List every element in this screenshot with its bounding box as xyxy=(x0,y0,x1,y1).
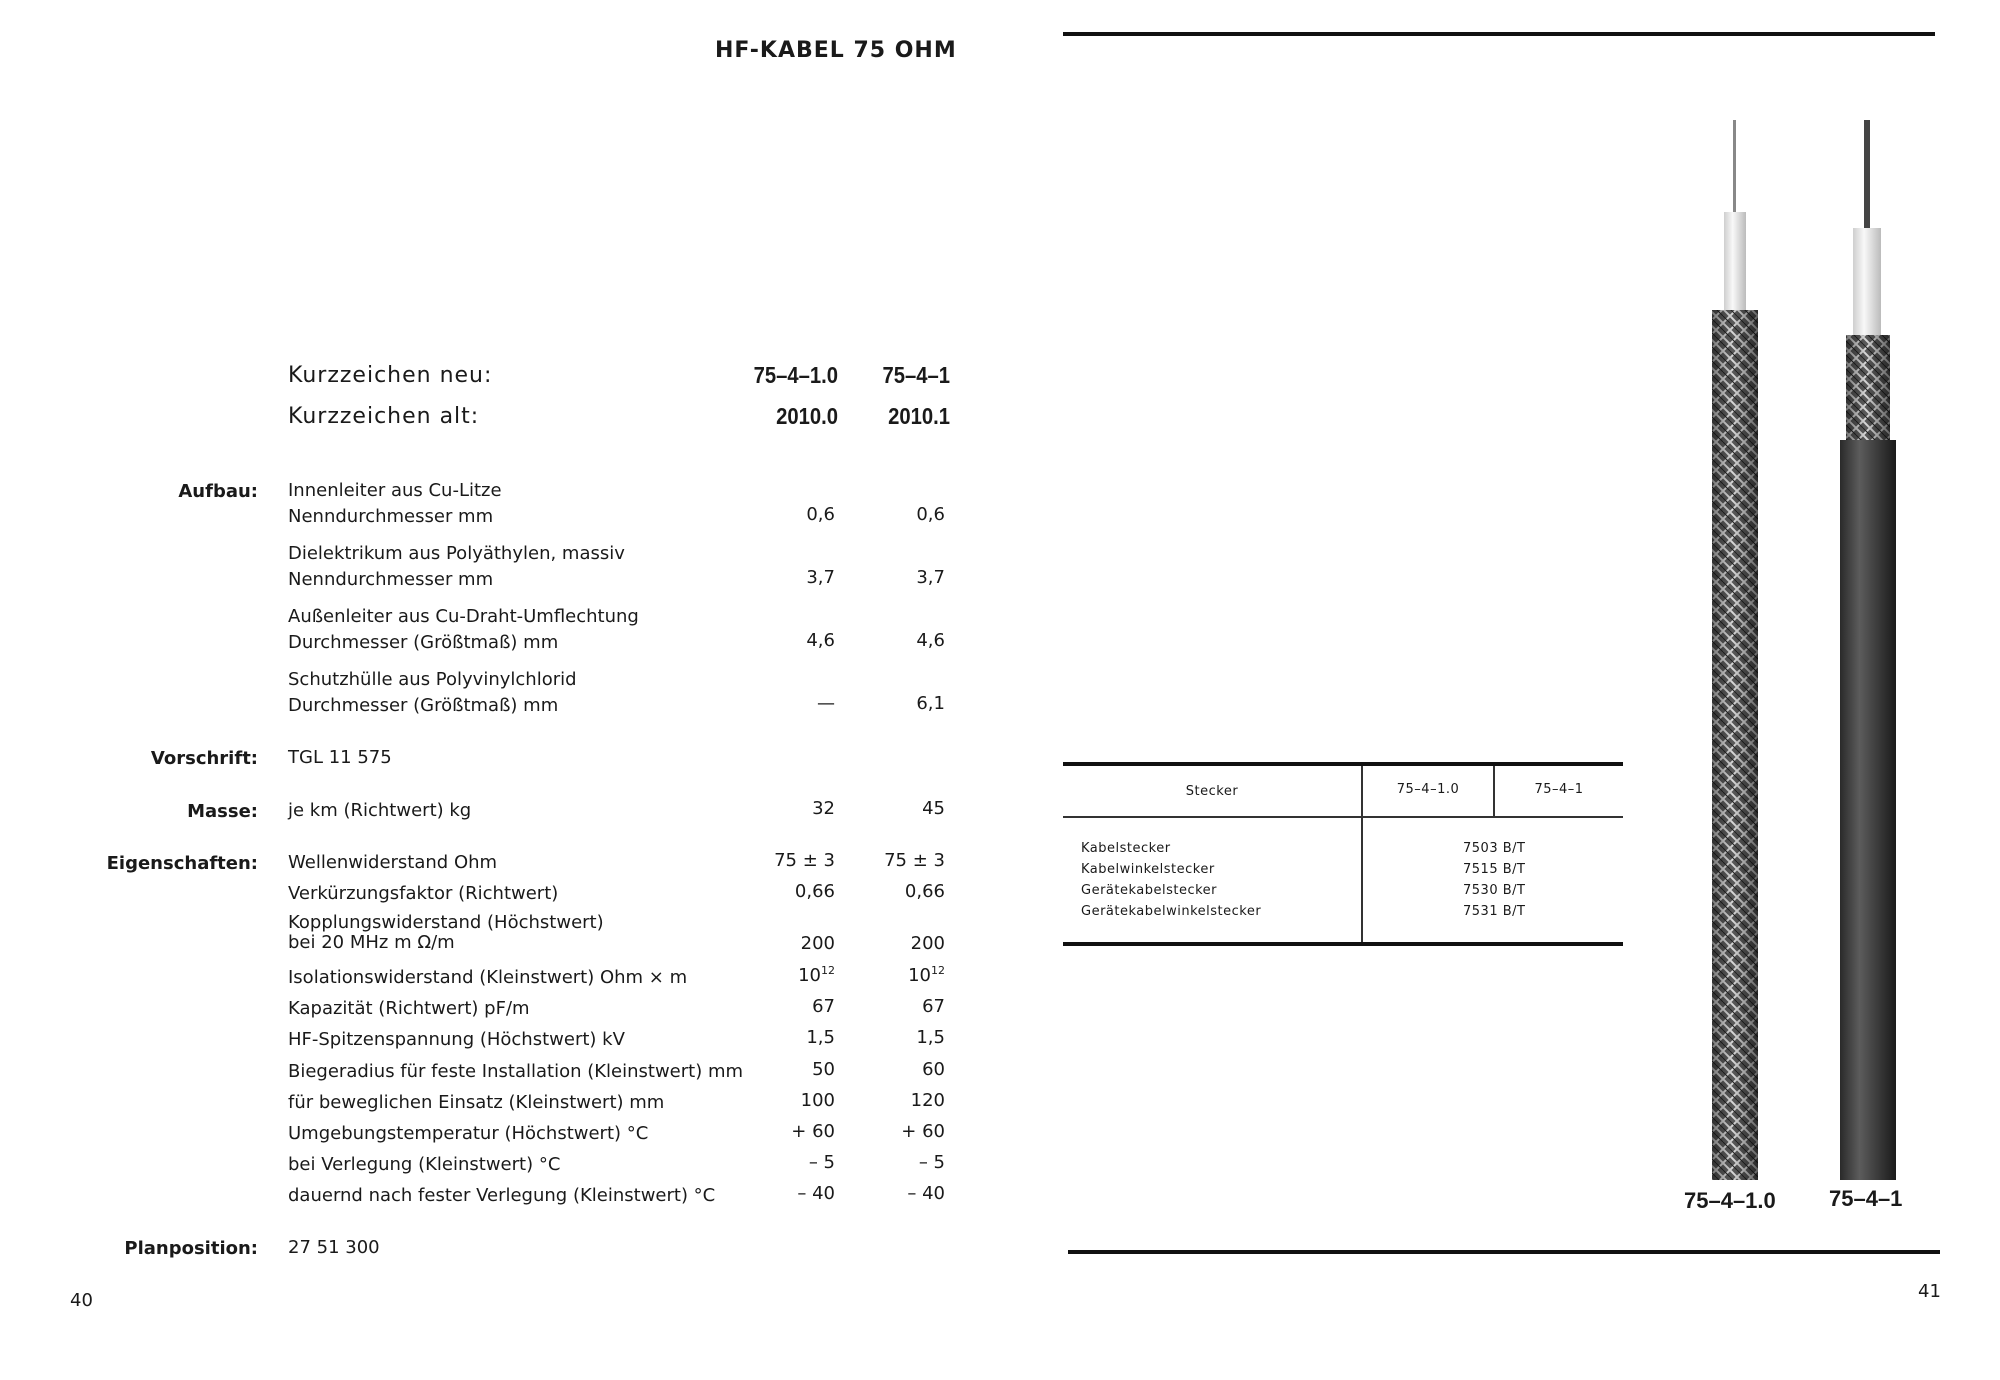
prop-kopplungswiderstand-value-1: 200 xyxy=(800,933,835,954)
aufbau-item-3-value-2: 4,6 xyxy=(916,630,945,651)
value-exponent: 12 xyxy=(821,964,835,977)
aufbau-item-1-value-2: 0,6 xyxy=(916,504,945,525)
prop-hf-spitzenspannung: HF-Spitzenspannung (Höchstwert) kV xyxy=(288,1029,625,1050)
aufbau-item-2-line2: Nenndurchmesser mm xyxy=(288,569,494,590)
table-row-name: Kabelstecker xyxy=(1081,841,1171,856)
aufbau-item-1-line1: Innenleiter aus Cu-Litze xyxy=(288,480,502,501)
table-row-name: Gerätekabelstecker xyxy=(1081,883,1218,898)
prop-kopplungswiderstand-line2: bei 20 MHz m Ω/m xyxy=(288,932,455,953)
planposition-text: 27 51 300 xyxy=(288,1237,380,1258)
prop-dauernd: dauernd nach fester Verlegung (Kleinstwert) °C xyxy=(288,1185,716,1206)
section-vorschrift: Vorschrift: xyxy=(150,748,258,769)
designation-old-label: Kurzzeichen alt: xyxy=(288,404,480,429)
cable-75-4-1-0-image xyxy=(1712,120,1758,1180)
prop-biegeradius-beweglich-value-1: 100 xyxy=(800,1090,835,1111)
prop-dauernd-value-1: – 40 xyxy=(797,1183,835,1204)
masse-value-2: 45 xyxy=(922,798,945,819)
prop-umgebungstemperatur-value-2: + 60 xyxy=(901,1121,945,1142)
prop-hf-spitzenspannung-value-2: 1,5 xyxy=(916,1027,945,1048)
prop-dauernd-value-2: – 40 xyxy=(907,1183,945,1204)
masse-text: je km (Richtwert) kg xyxy=(288,800,472,821)
table-row-value: 7515 B/T xyxy=(1463,862,1526,877)
prop-biegeradius-beweglich-value-2: 120 xyxy=(910,1090,945,1111)
prop-isolationswiderstand-value-2 xyxy=(845,965,945,986)
top-rule xyxy=(1063,32,1935,36)
prop-wellenwiderstand: Wellenwiderstand Ohm xyxy=(288,852,498,873)
table-row-name: Kabelwinkelstecker xyxy=(1081,862,1215,877)
aufbau-item-1-line2: Nenndurchmesser mm xyxy=(288,506,494,527)
prop-hf-spitzenspannung-value-1: 1,5 xyxy=(806,1027,835,1048)
table-row-value: 7503 B/T xyxy=(1463,841,1526,856)
page-title: HF-KABEL 75 OHM xyxy=(715,38,957,63)
table-bottom-rule xyxy=(1063,942,1623,946)
prop-verkuerzungsfaktor: Verkürzungsfaktor (Richtwert) xyxy=(288,883,559,904)
aufbau-item-4-value-1: — xyxy=(817,693,835,714)
table-header-col1: 75–4–1.0 xyxy=(1396,782,1460,797)
section-aufbau: Aufbau: xyxy=(178,481,258,502)
prop-biegeradius-beweglich: für beweglichen Einsatz (Kleinstwert) mm xyxy=(288,1092,665,1113)
aufbau-item-1-value-1: 0,6 xyxy=(806,504,835,525)
page-number-right: 41 xyxy=(1918,1281,1941,1302)
prop-kopplungswiderstand: Kopplungswiderstand (Höchstwert) xyxy=(288,912,604,933)
prop-kapazitaet: Kapazität (Richtwert) pF/m xyxy=(288,998,530,1019)
bottom-rule xyxy=(1068,1250,1940,1254)
aufbau-item-2-line1: Dielektrikum aus Polyäthylen, massiv xyxy=(288,543,625,564)
prop-kopplungswiderstand-value-2: 200 xyxy=(910,933,945,954)
prop-verkuerzungsfaktor-value-1: 0,66 xyxy=(794,881,835,902)
prop-wellenwiderstand-value-2: 75 ± 3 xyxy=(884,850,945,871)
page-number-left: 40 xyxy=(70,1290,93,1311)
table-row-name: Gerätekabelwinkelstecker xyxy=(1081,904,1262,919)
value-base: 10 xyxy=(908,965,931,986)
table-header-stecker: Stecker xyxy=(1185,784,1239,799)
prop-biegeradius-fest: Biegeradius für feste Installation (Kleinstwert) mm xyxy=(288,1061,744,1082)
prop-biegeradius-fest-value-1: 50 xyxy=(812,1059,835,1080)
designation-new-value-1: 75–4–1.0 xyxy=(753,362,838,388)
prop-verlegung-value-2: – 5 xyxy=(918,1152,945,1173)
aufbau-item-4-line2: Durchmesser (Größtmaß) mm xyxy=(288,695,559,716)
prop-isolationswiderstand: Isolationswiderstand (Kleinstwert) Ohm × m xyxy=(288,967,688,988)
prop-verlegung: bei Verlegung (Kleinstwert) °C xyxy=(288,1154,561,1175)
prop-verkuerzungsfaktor-value-2: 0,66 xyxy=(904,881,945,902)
stecker-table xyxy=(1063,762,1623,946)
prop-kapazitaet-value-2: 67 xyxy=(922,996,945,1017)
prop-isolationswiderstand-value-1 xyxy=(735,965,835,986)
section-eigenschaften: Eigenschaften: xyxy=(106,853,258,874)
aufbau-item-2-value-2: 3,7 xyxy=(916,567,945,588)
prop-umgebungstemperatur: Umgebungstemperatur (Höchstwert) °C xyxy=(288,1123,649,1144)
aufbau-item-3-value-1: 4,6 xyxy=(806,630,835,651)
prop-verlegung-value-1: – 5 xyxy=(808,1152,835,1173)
prop-umgebungstemperatur-value-1: + 60 xyxy=(791,1121,835,1142)
prop-biegeradius-fest-value-2: 60 xyxy=(922,1059,945,1080)
aufbau-item-4-value-2: 6,1 xyxy=(916,693,945,714)
aufbau-item-4-line1: Schutzhülle aus Polyvinylchlorid xyxy=(288,669,577,690)
designation-new-label: Kurzzeichen neu: xyxy=(288,363,493,388)
prop-wellenwiderstand-value-1: 75 ± 3 xyxy=(774,850,835,871)
cable-caption-75-4-1: 75–4–1 xyxy=(1829,1186,1903,1211)
value-base: 10 xyxy=(798,965,821,986)
cable-caption-75-4-1-0: 75–4–1.0 xyxy=(1684,1188,1776,1213)
table-top-rule xyxy=(1063,762,1623,766)
aufbau-item-3-line2: Durchmesser (Größtmaß) mm xyxy=(288,632,559,653)
value-exponent: 12 xyxy=(931,964,945,977)
prop-kapazitaet-value-1: 67 xyxy=(812,996,835,1017)
table-row-value: 7531 B/T xyxy=(1463,904,1526,919)
aufbau-item-3-line1: Außenleiter aus Cu-Draht-Umflechtung xyxy=(288,606,639,627)
masse-value-1: 32 xyxy=(812,798,835,819)
designation-old-value-1: 2010.0 xyxy=(776,403,838,429)
table-header-rule xyxy=(1063,816,1623,818)
vorschrift-text: TGL 11 575 xyxy=(288,747,392,768)
table-header-col2: 75–4–1 xyxy=(1534,782,1584,797)
aufbau-item-2-value-1: 3,7 xyxy=(806,567,835,588)
section-planposition: Planposition: xyxy=(124,1238,258,1259)
designation-new-value-2: 75–4–1 xyxy=(882,362,950,388)
cable-75-4-1-image xyxy=(1840,120,1896,1180)
section-masse: Masse: xyxy=(187,801,258,822)
cable-photos xyxy=(1660,120,1960,1180)
table-row-value: 7530 B/T xyxy=(1463,883,1526,898)
designation-old-value-2: 2010.1 xyxy=(888,403,950,429)
